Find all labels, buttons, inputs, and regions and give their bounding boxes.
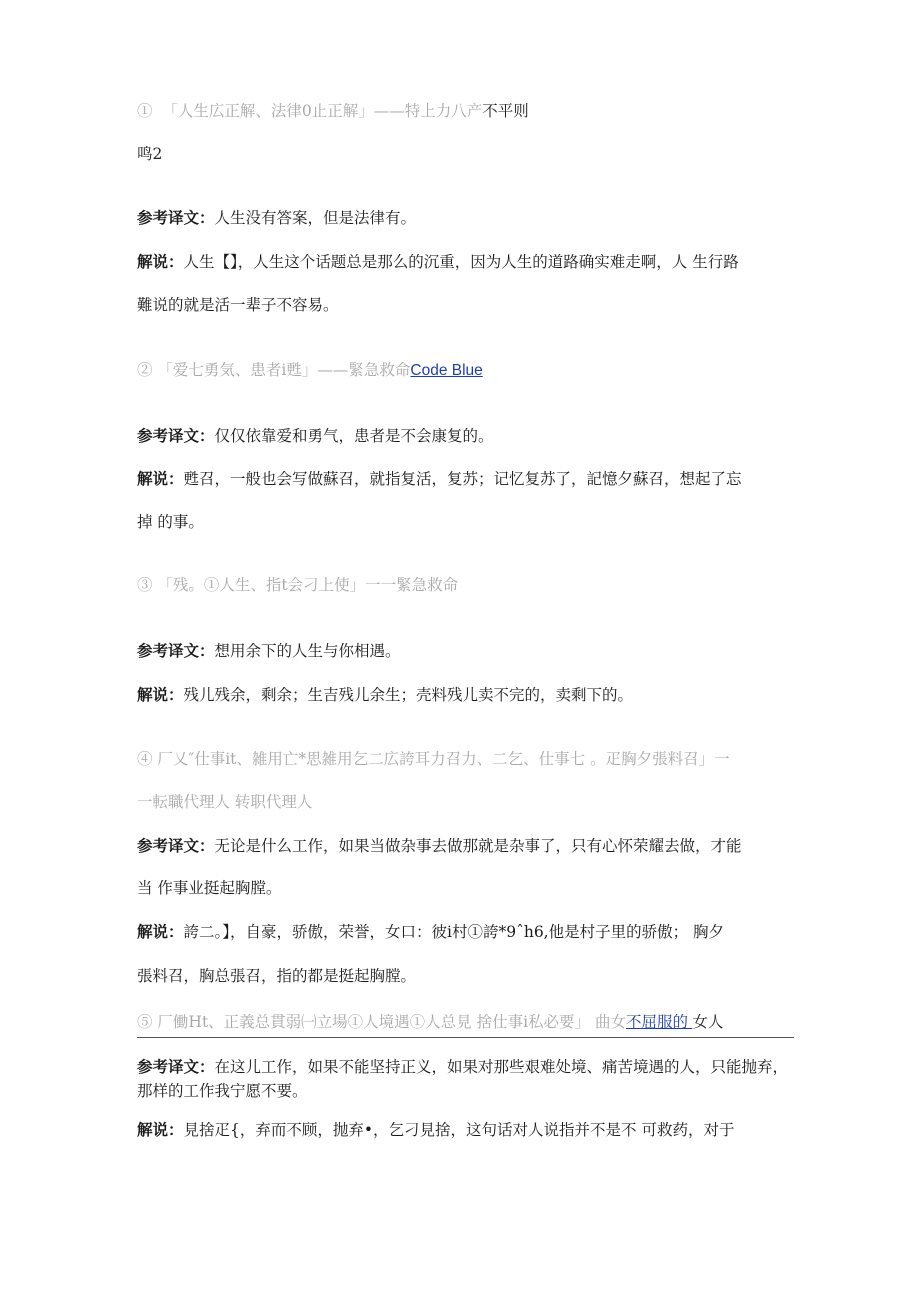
translation-text: 在这儿工作，如果不能坚持正义，如果对那些艰难处境、痛苦境遇的人，只能抛弃，那样的工作我宁愿不要。 <box>137 1058 789 1100</box>
entry-1-explanation-cont: 難说的就是活一辈子不容易。 <box>137 296 339 314</box>
divider-line <box>137 1037 794 1038</box>
entry-1-title-dark: 不平则 <box>482 102 529 120</box>
explanation-text: 残儿残余，剩余；生吉残儿余生；壳料残儿卖不完的，卖剩下的。 <box>183 686 634 704</box>
translation-text: 无论是什么工作，如果当做杂事去做那就是杂事了，只有心怀荣耀去做，才能 <box>214 837 742 855</box>
entry-3-translation <box>137 639 797 663</box>
entry-4-translation <box>137 834 797 858</box>
translation-label: 参考译文： <box>137 1057 215 1076</box>
code-blue-link[interactable]: Code Blue <box>410 362 483 379</box>
translation-label: 参考译文： <box>137 208 215 227</box>
translation-text: 仅仅依靠爱和勇气，患者是不会康复的。 <box>214 427 494 445</box>
entry-1-title-gray: ① 「人生広正解、法律0止正解」——特上力八产 <box>137 102 483 120</box>
explanation-text: 甦召，一般也会写做蘇召，就指复活，复苏；记忆复苏了，記憶夕蘇召，想起了忘 <box>183 470 742 488</box>
entry-3-title: ③ 「残。①人生、指t会刁上使」一一緊急救命 <box>137 576 459 594</box>
explanation-label: 解说： <box>137 252 184 271</box>
entry-1-explanation <box>137 250 797 274</box>
explanation-text: 人生【】，人生这个话题总是那么的沉重，因为人生的道路确实难走啊，人 生行路 <box>183 253 739 271</box>
entry-4-title-cont: 一転職代理人 转职代理人 <box>137 793 313 811</box>
entry-5-title-gray: ⑤ 厂働Ht、正義总貫弱㈠立場①人境遇①人总見 捨仕事i私必要」 曲女 <box>137 1013 626 1031</box>
explanation-text: 見捨疋{，弃而不顾，抛弃•，乞刁見捨，这句话对人说指并不是不 可救药，对于 <box>183 1121 735 1139</box>
translation-label: 参考译文： <box>137 426 215 445</box>
entry-3-explanation <box>137 683 797 707</box>
explanation-text: 誇二。】，自豪，骄傲，荣誉，女口：彼i村①誇*9ˆh6,他是村子里的骄傲； 胸夕 <box>183 923 725 941</box>
entry-2-explanation <box>137 467 797 491</box>
entry-4-translation-cont: 当 作事业挺起胸膛。 <box>137 879 282 897</box>
entry-4-explanation-cont: 張料召，胸总張召，指的都是挺起胸膛。 <box>137 967 417 985</box>
translation-label: 参考译文： <box>137 836 215 855</box>
entry-5-explanation <box>137 1118 797 1142</box>
translation-label: 参考译文： <box>137 641 215 660</box>
explanation-label: 解说： <box>137 685 184 704</box>
entry-2-translation <box>137 424 797 448</box>
entry-2-title-gray: ② 「爱七勇気、患者i甦」——緊急救命 <box>137 361 411 379</box>
entry-5-translation <box>137 1055 797 1103</box>
entry-5-title <box>137 1010 797 1035</box>
translation-text: 想用余下的人生与你相遇。 <box>214 642 401 660</box>
explanation-label: 解说： <box>137 469 184 488</box>
entry-5-title-tail: 女人 <box>692 1014 724 1031</box>
entry-1-translation <box>137 206 797 230</box>
entry-4-title: ④ 厂乂″仕事it、雑用亡*思雑用乞二広誇耳力召力、二乞、仕事七 。疋胸夕張料召」一 <box>137 750 730 768</box>
explanation-label: 解说： <box>137 1120 184 1139</box>
translation-text: 人生没有答案，但是法律有。 <box>214 209 417 227</box>
entry-2-explanation-cont: 掉 的事。 <box>137 513 204 531</box>
unyielding-woman-link[interactable]: 不屈服的 <box>626 1014 693 1031</box>
entry-1-title <box>137 99 797 123</box>
entry-2-title <box>137 358 797 383</box>
entry-1-title-cont: 鸣2 <box>137 145 163 163</box>
entry-4-explanation <box>137 920 797 944</box>
explanation-label: 解说： <box>137 922 184 941</box>
